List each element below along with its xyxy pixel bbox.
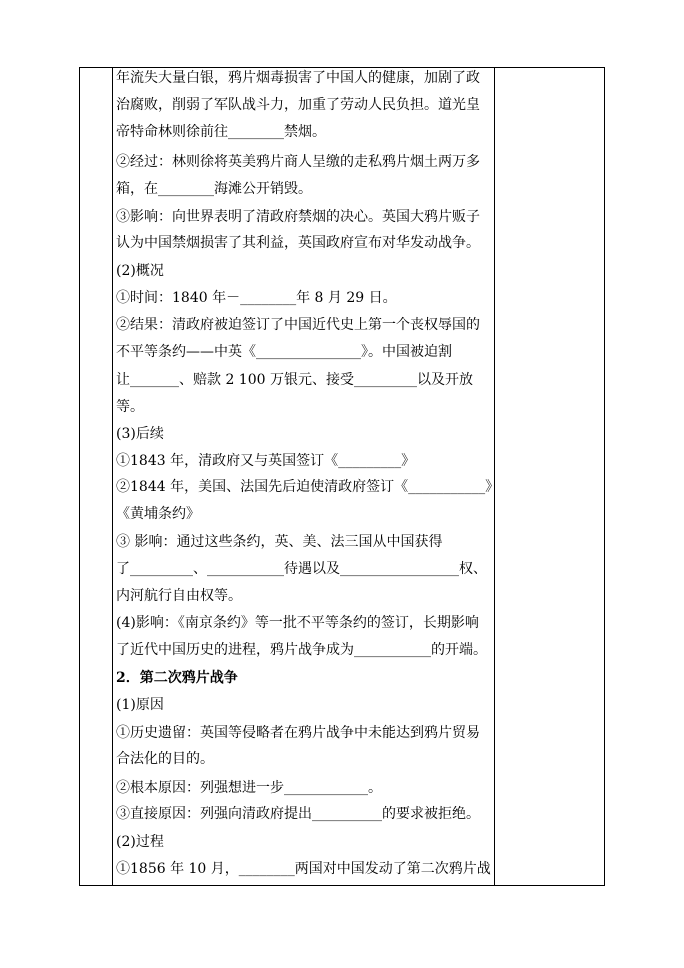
text-line: 认为中国禁烟损害了其利益，英国政府宣布对华发动战争。 — [116, 235, 480, 251]
section-heading: (3)后续 — [116, 426, 164, 442]
text-line: 了_________、___________待遇以及_________________权、 — [116, 561, 487, 577]
column-divider-left — [112, 68, 113, 885]
text-line: ①1856 年 10 月，________两国对中国发动了第二次鸦片战 — [116, 861, 491, 877]
text-line: ②经过：林则徐将英美鸦片商人呈缴的走私鸦片烟土两万多 — [116, 154, 480, 170]
text-line: 《黄埔条约》 — [116, 506, 200, 522]
text-line: ③影响：向世界表明了清政府禁烟的决心。英国大鸦片贩子 — [116, 209, 480, 225]
section-heading: (2)过程 — [116, 834, 164, 850]
section-heading: (1)原因 — [116, 697, 164, 713]
text-line: ③直接原因：列强向清政府提出__________的要求被拒绝。 — [116, 806, 480, 822]
text-line: 内河航行自由权等。 — [116, 588, 242, 604]
section-title: 2．第二次鸦片战争 — [116, 670, 238, 686]
section-heading: (2)概况 — [116, 263, 164, 279]
text-line: ①时间：1840 年－________年 8 月 29 日。 — [116, 290, 397, 306]
text-line: ①1843 年，清政府又与英国签订《_________》 — [116, 453, 416, 469]
text-line: ②根本原因：列强想进一步____________。 — [116, 780, 382, 796]
text-line: ③ 影响：通过这些条约，英、美、法三国从中国获得 — [116, 534, 443, 550]
text-line: ①历史遗留：英国等侵略者在鸦片战争中未能达到鸦片贸易 — [116, 725, 480, 741]
text-line: 年流失大量白银，鸦片烟毒损害了中国人的健康，加剧了政 — [116, 70, 480, 86]
text-line: 帝特命林则徐前往________禁烟。 — [116, 124, 326, 140]
text-line: 箱，在________海滩公开销毁。 — [116, 181, 312, 197]
text-line: 合法化的目的。 — [116, 751, 214, 767]
text-line: ②1844 年，美国、法国先后迫使清政府签订《___________》 — [116, 479, 500, 495]
text-line: 等。 — [116, 399, 144, 415]
text-line: (4)影响：《南京条约》等一批不平等条约的签订，长期影响 — [116, 615, 479, 631]
column-divider-right — [494, 68, 495, 885]
text-line: 治腐败，削弱了军队战斗力，加重了劳动人民负担。道光皇 — [116, 97, 480, 113]
text-line: 让_______、赔款 2 100 万银元、接受_________以及开放 — [116, 372, 473, 388]
text-line: 了近代中国历史的进程，鸦片战争成为___________的开端。 — [116, 642, 487, 658]
text-line: ②结果：清政府被迫签订了中国近代史上第一个丧权辱国的 — [116, 317, 480, 333]
text-line: 不平等条约——中英《_______________》。中国被迫割 — [116, 344, 452, 360]
